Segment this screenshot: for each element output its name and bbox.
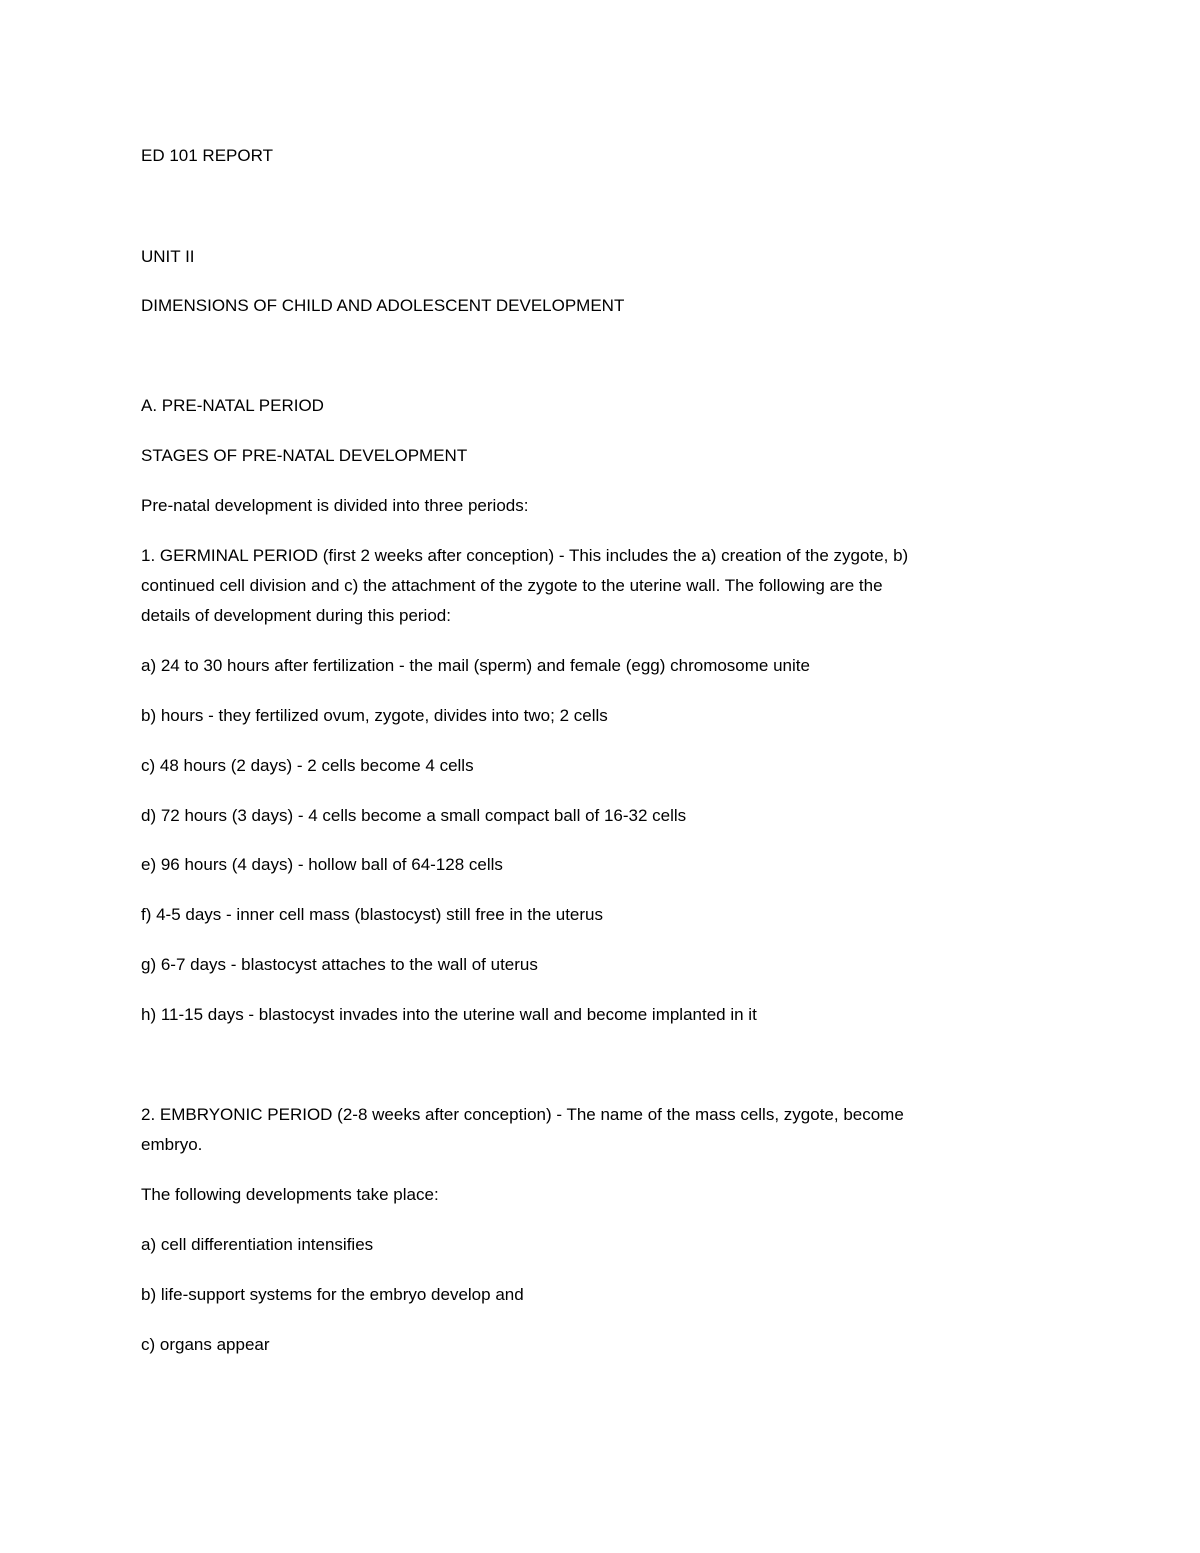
embryonic-line-2: embryo. bbox=[141, 1135, 203, 1154]
germinal-item-c: c) 48 hours (2 days) - 2 cells become 4 cells bbox=[141, 756, 474, 775]
germinal-item-e: e) 96 hours (4 days) - hollow ball of 64-128 cells bbox=[141, 855, 503, 874]
germinal-line-1: 1. GERMINAL PERIOD (first 2 weeks after conception) - This includes the a) creation of the zygote, b) bbox=[141, 546, 909, 565]
embryonic-item-b: b) life-support systems for the embryo develop and bbox=[141, 1285, 524, 1304]
unit-label: UNIT II bbox=[141, 247, 195, 266]
report-title: ED 101 REPORT bbox=[141, 146, 273, 165]
germinal-item-a: a) 24 to 30 hours after fertilization - the mail (sperm) and female (egg) chromosome unite bbox=[141, 656, 810, 675]
section-heading: A. PRE-NATAL PERIOD bbox=[141, 396, 324, 415]
embryonic-item-c: c) organs appear bbox=[141, 1335, 270, 1354]
embryonic-item-a: a) cell differentiation intensifies bbox=[141, 1235, 374, 1254]
subsection-heading: STAGES OF PRE-NATAL DEVELOPMENT bbox=[141, 446, 468, 465]
germinal-item-f: f) 4-5 days - inner cell mass (blastocyst) still free in the uterus bbox=[141, 905, 603, 924]
germinal-item-b: b) hours - they fertilized ovum, zygote, divides into two; 2 cells bbox=[141, 706, 608, 725]
germinal-item-h: h) 11-15 days - blastocyst invades into the uterine wall and become implanted in it bbox=[141, 1005, 757, 1024]
embryonic-lead: The following developments take place: bbox=[141, 1185, 439, 1204]
intro-paragraph: Pre-natal development is divided into three periods: bbox=[141, 496, 529, 515]
germinal-line-3: details of development during this period: bbox=[141, 606, 451, 625]
germinal-period-paragraph bbox=[141, 541, 1031, 631]
unit-title: DIMENSIONS OF CHILD AND ADOLESCENT DEVELOPMENT bbox=[141, 296, 625, 315]
germinal-item-g: g) 6-7 days - blastocyst attaches to the wall of uterus bbox=[141, 955, 538, 974]
germinal-line-2: continued cell division and c) the attachment of the zygote to the uterine wall. The following are the bbox=[141, 576, 883, 595]
embryonic-period-paragraph bbox=[141, 1100, 1031, 1160]
germinal-item-d: d) 72 hours (3 days) - 4 cells become a small compact ball of 16-32 cells bbox=[141, 806, 687, 825]
embryonic-line-1: 2. EMBRYONIC PERIOD (2-8 weeks after conception) - The name of the mass cells, zygote, become bbox=[141, 1105, 904, 1124]
